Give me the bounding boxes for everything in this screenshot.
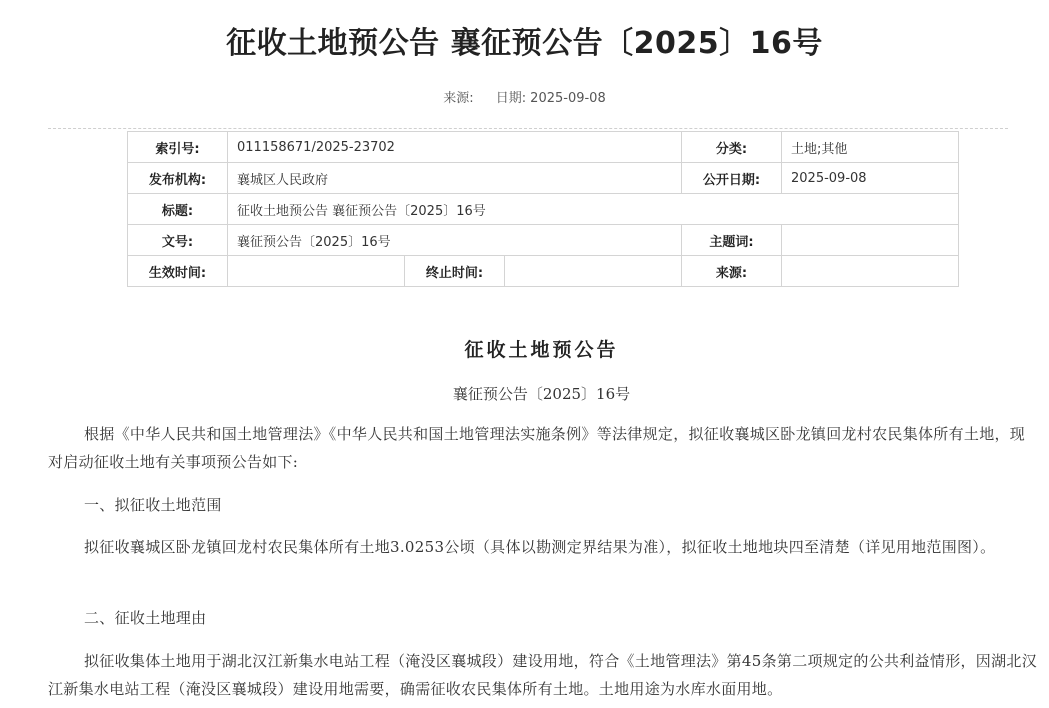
info-row-publisher [128, 163, 959, 194]
doc-no-value: 襄征预公告〔2025〕16号 [228, 225, 682, 256]
document-info-table [127, 131, 959, 287]
document-number: 襄征预公告〔2025〕16号 [452, 385, 631, 403]
subject-label: 标题: [128, 194, 228, 225]
info-row-index [128, 132, 959, 163]
public-date-label: 公开日期: [682, 163, 782, 194]
dashed-divider [48, 128, 1008, 129]
body-paragraph: 拟征收集体土地用于湖北汉江新集水电站工程（淹没区襄城段）建设用地，符合《土地管理法》第45条第二项规定的公共利益情形，因湖北汉江新集水电站工程（淹没区襄城段）建设用地需要，确需征收农民集体所有土地。土地用途为水库水面用地。 [48, 652, 1037, 698]
index-label: 索引号: [128, 132, 228, 163]
keywords-label: 主题词: [682, 225, 782, 256]
date-label: 日期: [495, 91, 527, 106]
public-date-value: 2025-09-08 [782, 163, 959, 194]
effective-label: 生效时间: [128, 256, 228, 287]
date-value: 2025-09-08 [530, 91, 606, 106]
info-row-subject [128, 194, 959, 225]
subject-value: 征收土地预公告 襄征预公告〔2025〕16号 [228, 194, 959, 225]
source-label: 来源: [443, 91, 474, 106]
article-meta [0, 87, 1049, 106]
info-row-doc-no [128, 225, 959, 256]
body-paragraph: 拟征收襄城区卧龙镇回龙村农民集体所有土地3.0253公顷（具体以勘测定界结果为准），拟征收土地地块四至清楚（详见用地范围图）。 [84, 538, 996, 556]
category-value: 土地;其他 [782, 132, 959, 163]
index-value: 011158671/2025-23702 [228, 132, 682, 163]
page-title: 征收土地预公告 襄征预公告〔2025〕16号 [226, 26, 823, 61]
publisher-label: 发布机构: [128, 163, 228, 194]
source-field-value [782, 256, 959, 287]
body-paragraph: 根据《中华人民共和国土地管理法》《中华人民共和国土地管理法实施条例》等法律规定，拟征收襄城区卧龙镇回龙村农民集体所有土地，现对启动征收土地有关事项预公告如下: [48, 425, 1026, 471]
category-label: 分类: [682, 132, 782, 163]
section-heading: 二、征收土地理由 [84, 609, 207, 627]
keywords-value [782, 225, 959, 256]
expiry-value [505, 256, 682, 287]
source-field-label: 来源: [682, 256, 782, 287]
date-label-group [496, 91, 606, 106]
effective-value [228, 256, 405, 287]
publisher-value: 襄城区人民政府 [228, 163, 682, 194]
document-heading: 征收土地预公告 [464, 339, 619, 361]
doc-no-label: 文号: [128, 225, 228, 256]
expiry-label: 终止时间: [405, 256, 505, 287]
info-row-dates [128, 256, 959, 287]
section-heading: 一、拟征收土地范围 [84, 496, 222, 514]
